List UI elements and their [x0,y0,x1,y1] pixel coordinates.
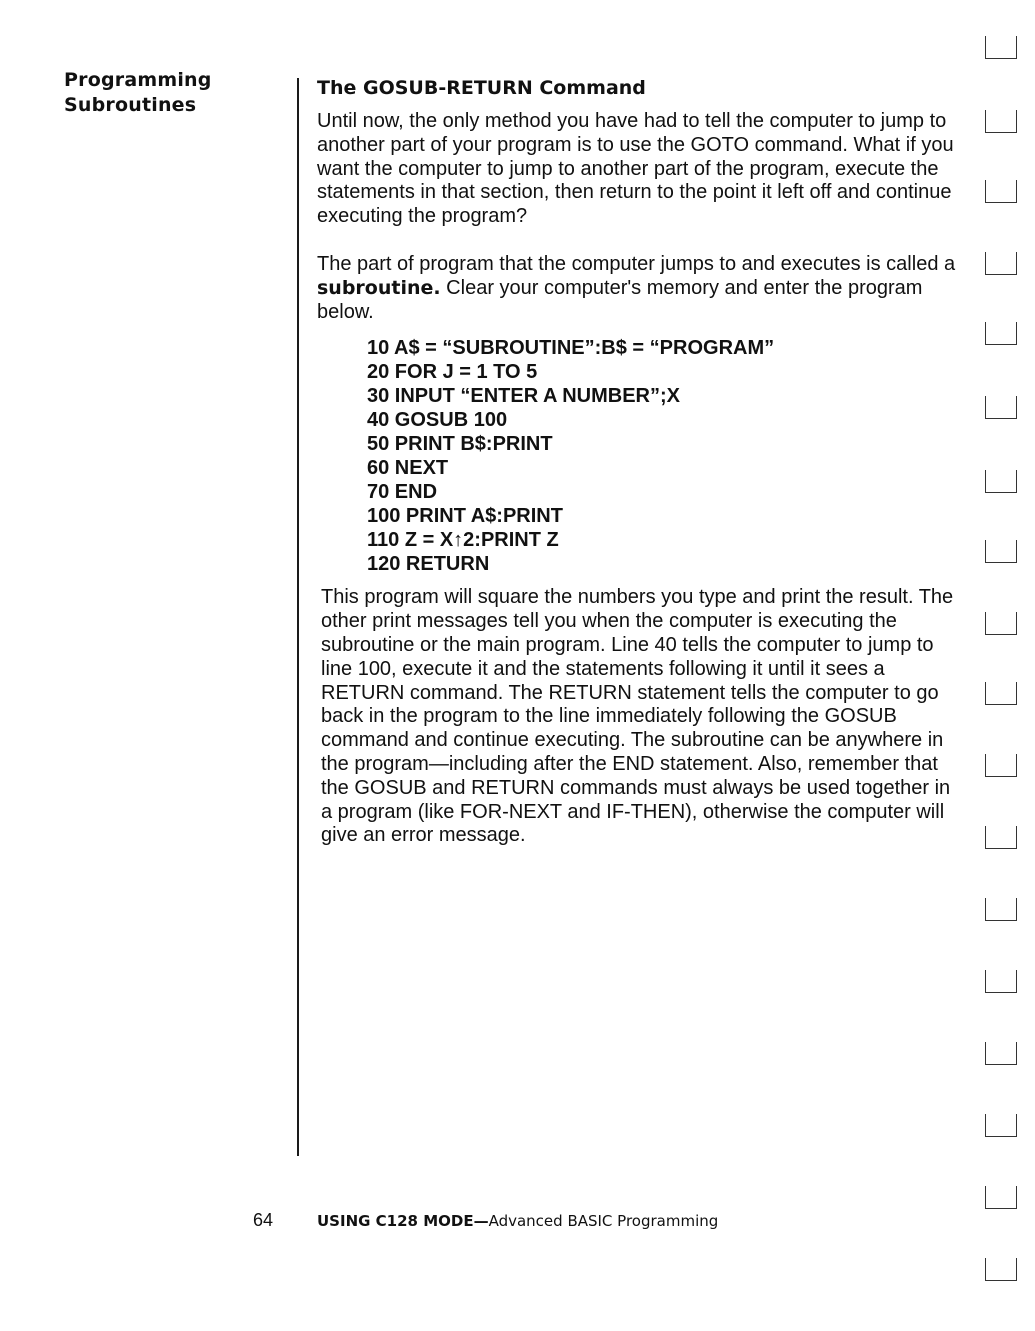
sidebar-title-line-2: Subroutines [64,94,197,116]
code-listing [367,336,962,576]
binding-mark [985,252,1017,275]
binding-mark [985,470,1017,493]
column-divider [297,78,299,1156]
code-line: 40 GOSUB 100 [367,409,508,432]
code-line: 70 END [367,481,438,504]
binding-mark [985,754,1017,777]
binding-mark [985,110,1017,133]
paragraph-text: The part of program that the computer jumps to and executes is called a [317,252,956,275]
code-line: 100 PRINT A$:PRINT [367,505,563,528]
binding-mark [985,612,1017,635]
binding-mark [985,898,1017,921]
code-line: 30 INPUT “ENTER A NUMBER”;X [367,385,680,408]
code-line: 120 RETURN [367,553,490,576]
code-line: 60 NEXT [367,457,449,480]
binding-mark [985,322,1017,345]
sidebar-title-line-1: Programming [64,69,212,91]
term-subroutine: subroutine. [317,276,441,299]
binding-mark [985,970,1017,993]
binding-mark [985,36,1017,59]
sidebar-title [64,68,264,118]
binding-mark [985,1186,1017,1209]
binding-mark [985,396,1017,419]
paragraph-explanation: This program will square the numbers you type and print the result. The other print messages tell you when the computer is executing the subroutine or the main program. Line 40 tells the computer to jump to line 100, execute it and the statements following it until it sees a RETURN command. The RETURN statement tells the computer to go back in the program to the line immediately following the GOSUB command and continue executing. The subroutine can be anywhere in the program—including after the END statement. Also, remember that the GOSUB and RETURN commands must always be used together in a program (like FOR-NEXT and IF-THEN), otherwise the computer will give an error message. [321,586,954,847]
paragraph-subroutine-definition [317,253,962,324]
binding-mark [985,1258,1017,1281]
code-line: 10 A$ = “SUBROUTINE”:B$ = “PROGRAM” [367,337,775,360]
section-heading: The GOSUB-RETURN Command [317,77,646,99]
binding-mark [985,180,1017,203]
binding-margin-marks [985,0,1025,1331]
binding-mark [985,682,1017,705]
binding-mark [985,1114,1017,1137]
binding-mark [985,1042,1017,1065]
code-line: 50 PRINT B$:PRINT [367,433,553,456]
binding-mark [985,540,1017,563]
running-head [317,1212,718,1230]
paragraph-text: Clear your computer's memory and enter the program below. [317,276,923,323]
page-number: 64 [253,1210,274,1230]
paragraph-intro: Until now, the only method you have had to tell the computer to jump to another part of your program is to use the GOTO command. What if you want the computer to jump to another part of the program, execute the statements in that section, then return to the point it left off and continue executing the program? [317,110,954,228]
running-head-bold: USING C128 MODE— [317,1212,489,1230]
code-line: 20 FOR J = 1 TO 5 [367,361,538,384]
running-head-rest: Advanced BASIC Programming [488,1212,719,1230]
code-line: 110 Z = X↑2:PRINT Z [367,529,559,552]
main-content [317,74,962,848]
binding-mark [985,826,1017,849]
